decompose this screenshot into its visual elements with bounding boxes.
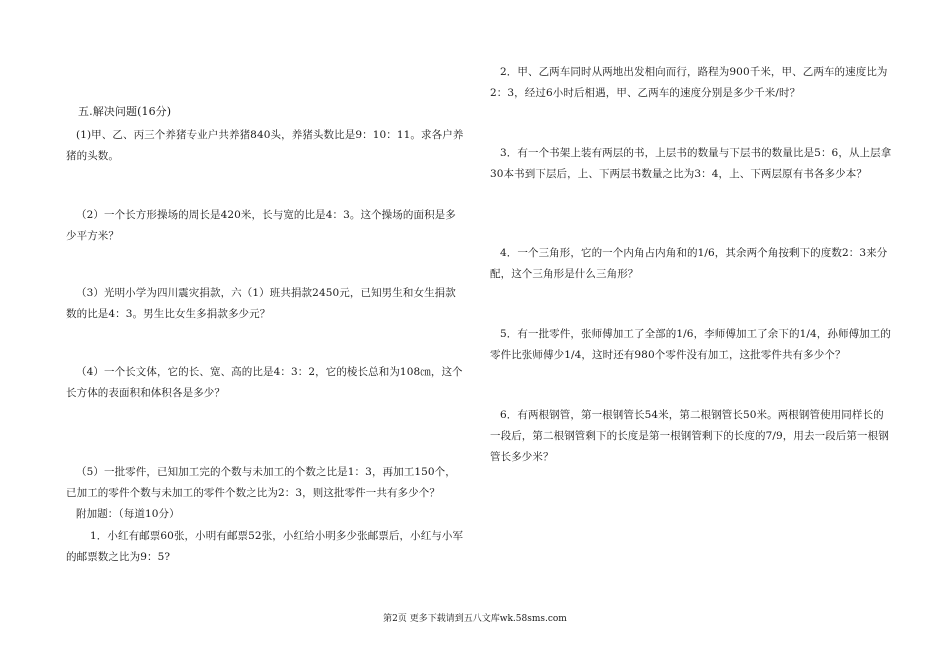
- question-4: （4）一个长文体，它的长、宽、高的比是4：3：2，它的棱长总和为108㎝，这个长方体的表面积和体积各是多少？: [66, 366, 463, 399]
- section-title: 五.解决问题(16分): [78, 105, 172, 118]
- question-1: (1)甲、乙、丙三个养猪专业户共养猪840头，养猪头数比是9：10：11。求各户养猪的头数。: [66, 129, 464, 162]
- bonus-question-4: 4．一个三角形，它的一个内角占内角和的1/6，其余两个角按剩下的度数2：3来分配，这个三角形是什么三角形？: [490, 247, 888, 280]
- question-5: （5）一批零件，已知加工完的个数与未加工的个数之比是1：3，再加工150个，已加工的零件个数与未加工的零件个数之比为2：3，则这批零件一共有多少个？: [66, 466, 456, 499]
- question-3: （3）光明小学为四川震灾捐款，六（1）班共捐款2450元，已知男生和女生捐款数的比是4：3。男生比女生多捐款多少元？: [66, 287, 456, 320]
- bonus-title: 附加题：（每道10分）: [76, 508, 180, 520]
- bonus-question-6: 6．有两根钢管，第一根钢管长54米，第二根钢管长50米。两根钢管使用同样长的一段后，第二根钢管剩下的长度是第一根钢管剩下的长度的7/9，用去一段后第一根钢管长多少米？: [490, 409, 889, 463]
- bonus-question-1: 1．小红有邮票60张，小明有邮票52张，小红给小明多少张邮票后，小红与小军的邮票数之比为9：5?: [66, 530, 464, 563]
- bonus-question-2: 2．甲、乙两车同时从两地出发相向而行，路程为900千米，甲、乙两车的速度比为2：3，经过6小时后相遇，甲、乙两车的速度分别是多少千米/时？: [490, 66, 888, 99]
- page-footer: 第2页 更多下载请到五八文库wk.58sms.com: [383, 614, 567, 624]
- bonus-question-5: 5．有一批零件，张师傅加工了全部的1/6，李师傅加工了余下的1/4，孙师傅加工的零件比张师傅少1/4，这时还有980个零件没有加工，这批零件共有多少个？: [490, 328, 891, 361]
- bonus-question-3: 3．有一个书架上装有两层的书，上层书的数量与下层书的数量比是5：6，从上层拿30本书到下层后，上、下两层书数量之比为3：4，上、下两层原有书各多少本？: [490, 147, 892, 180]
- question-2: （2）一个长方形操场的周长是420米，长与宽的比是4：3。这个操场的面积是多少平方米？: [66, 209, 456, 242]
